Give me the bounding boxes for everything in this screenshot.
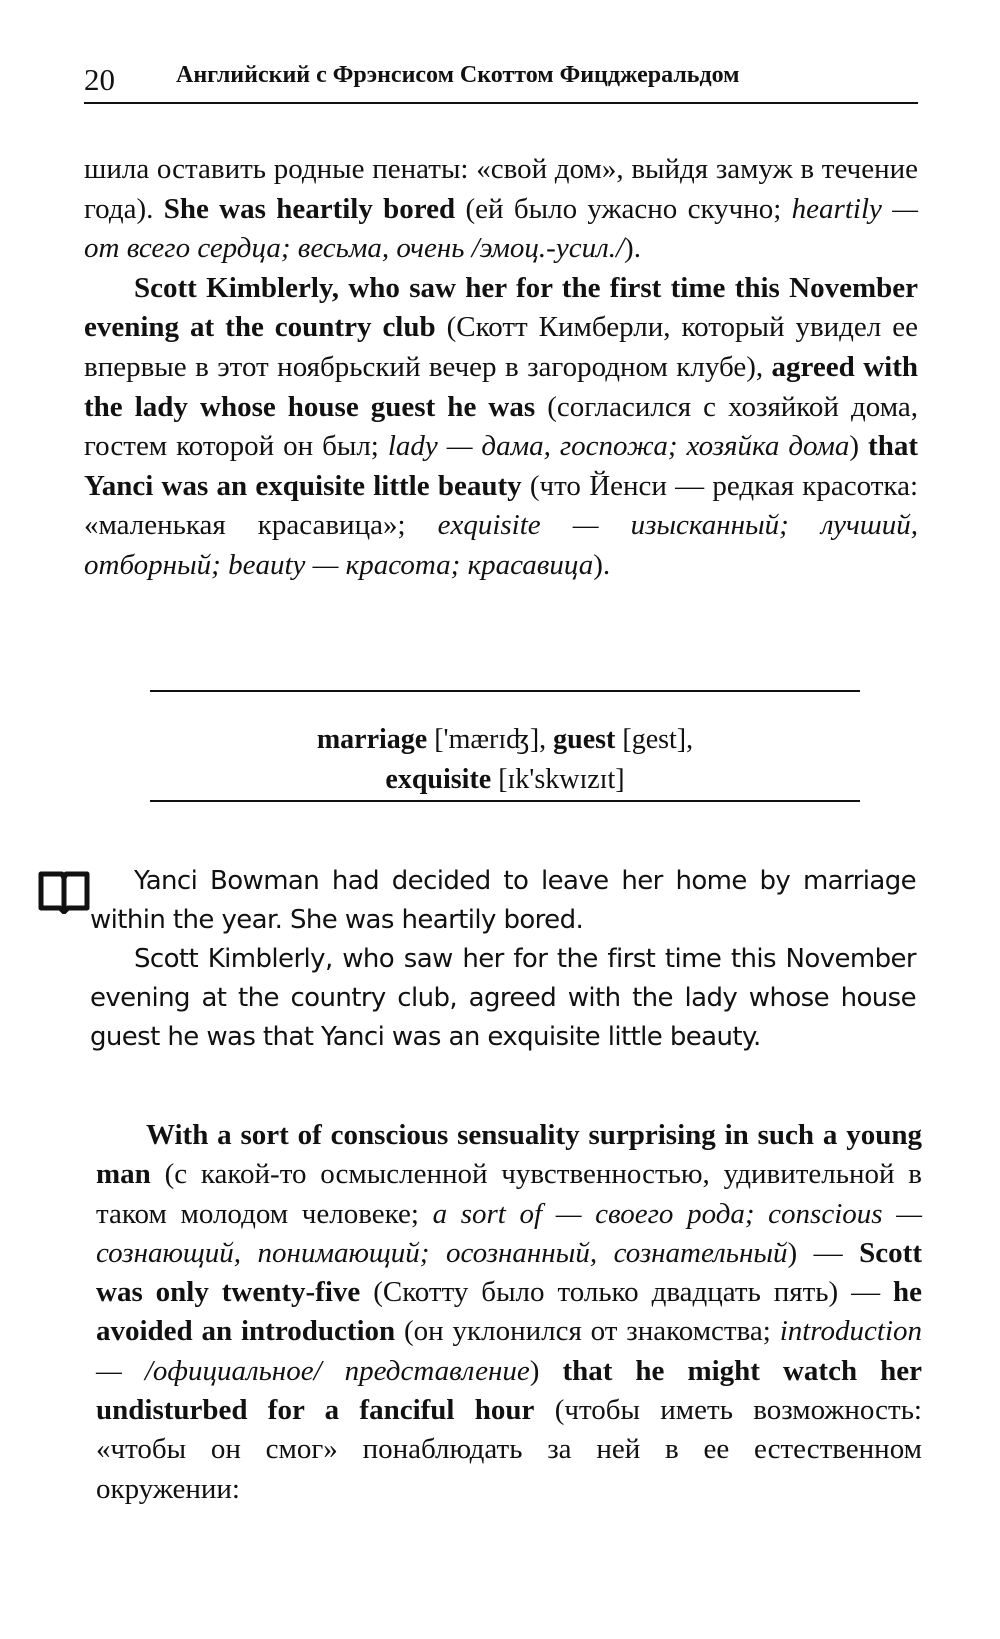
translation-text: (чтобы иметь возможность: «чтобы он смог» понаблюдать за ней в ее естественном окружении: xyxy=(96,1394,922,1505)
commented-paragraph xyxy=(96,1116,922,1509)
commented-text-section-2 xyxy=(96,1116,922,1509)
running-title: Английский с Фрэнсисом Скоттом Фицджеральдом xyxy=(176,62,740,88)
english-phrase: Scott Kimblerly, who saw her for the first time this November evening at the country club xyxy=(84,271,918,344)
commented-paragraph xyxy=(84,269,918,586)
pron-word: marriage xyxy=(316,724,428,755)
translation-text: ) xyxy=(529,1354,563,1387)
commented-text-section-1 xyxy=(84,150,918,586)
open-book-icon xyxy=(38,870,90,914)
commented-paragraph xyxy=(84,150,918,269)
english-phrase: With a sort of conscious sensuality surprising in such a young man xyxy=(96,1119,922,1191)
pronunciation-line xyxy=(150,720,860,760)
english-phrase: Scott was only twenty-five xyxy=(96,1236,922,1309)
divider-top xyxy=(150,690,860,692)
pron-transcription: ['mærɪʤ], xyxy=(427,724,554,755)
translation-text: (согласился с хозяйкой дома, гостем которой он был; xyxy=(84,390,918,463)
original-paragraph: Scott Kimblerly, who saw her for the first time this November evening at the country club, agreed with the lady whose house guest he was that Yanci was an exquisite little beauty. xyxy=(90,944,916,1052)
vocabulary-note: exquisite — изысканный; лучший, отборный; beauty — красота; красавица xyxy=(84,509,918,581)
translation-text: шила оставить родные пенаты: «свой дом», выйдя замуж в течение года). xyxy=(84,153,918,225)
translation-text: (ей было ужасно скучно; xyxy=(455,192,792,225)
translation-text: (с какой-то осмысленной чувственностью, удивительной в таком молодом человеке; xyxy=(96,1158,922,1230)
vocabulary-note: introduction — /официальное/ представление xyxy=(96,1315,922,1387)
pron-word: exquisite xyxy=(385,764,492,795)
translation-text: (что Йенси — редкая красотка: «маленькая красавица»; xyxy=(84,469,918,542)
vocabulary-note: heartily — от всего сердца; весьма, очень /эмоц.-усил./ xyxy=(84,192,918,265)
page-header xyxy=(84,52,918,104)
translation-text: (Скотту было только двадцать пять) — xyxy=(360,1276,893,1309)
original-text xyxy=(90,862,916,1057)
translation-text: ) — xyxy=(787,1236,860,1269)
english-phrase: that Yanci was an exquisite little beauty xyxy=(84,430,918,502)
pron-transcription: [gest], xyxy=(615,724,694,755)
original-paragraph: Yanci Bowman had decided to leave her home by marriage within the year. She was heartily bored. xyxy=(90,866,916,935)
vocabulary-note: a sort of — своего рода; conscious — сознающий, понимающий; осознанный, сознательный xyxy=(96,1197,922,1269)
translation-text: (он уклонился от знакомства; xyxy=(395,1315,780,1348)
translation-text: (Скотт Кимберли, который увидел ее впервые в этот ноябрьский вечер в загородном клубе), xyxy=(84,311,918,383)
translation-text: ). xyxy=(624,232,641,265)
pron-transcription: [ɪk'skwɪzɪt] xyxy=(491,764,625,795)
translation-text: ). xyxy=(593,548,611,581)
translation-text: ) xyxy=(849,430,869,463)
english-phrase: She was heartily bored xyxy=(163,192,456,225)
english-phrase: that he might watch her undisturbed for a fanciful hour xyxy=(96,1354,922,1427)
page-number: 20 xyxy=(84,62,115,97)
divider-bottom xyxy=(150,800,860,802)
english-phrase: he avoided an introduction xyxy=(96,1276,922,1348)
pronunciation-line xyxy=(150,760,860,800)
pronunciation-box xyxy=(150,720,860,800)
vocabulary-note: lady — дама, госпожа; хозяйка дома xyxy=(387,430,850,463)
english-phrase: agreed with the lady whose house guest he was xyxy=(84,350,918,423)
pron-word: guest xyxy=(553,724,616,755)
